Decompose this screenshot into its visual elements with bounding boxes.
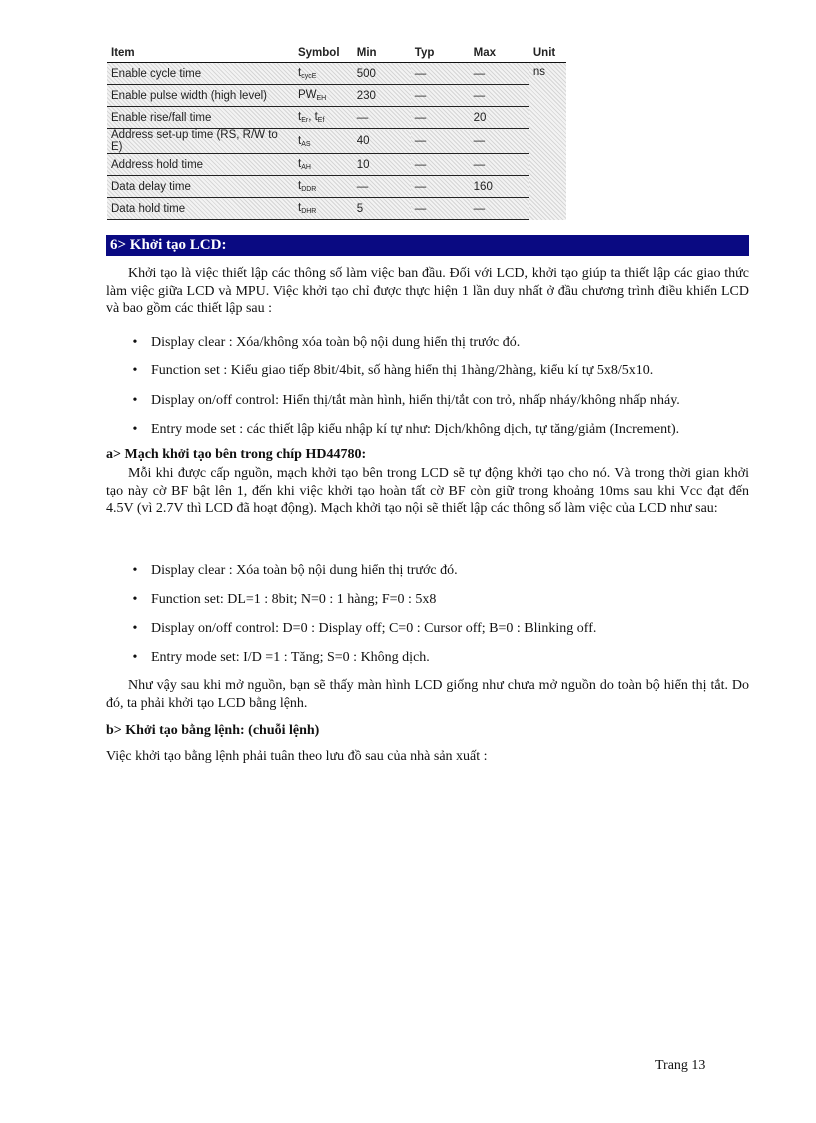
header-typ: Typ [411, 44, 470, 63]
table-row [107, 198, 566, 220]
cell-unit: ns [529, 63, 566, 220]
cell-symbol: tAH [294, 154, 353, 176]
cell-min: — [353, 176, 411, 198]
cell-symbol: tEr, tEf [294, 107, 353, 129]
cell-symbol: tDDR [294, 176, 353, 198]
cell-item: Address hold time [107, 154, 294, 176]
table-row [107, 129, 566, 154]
cell-item: Data delay time [107, 176, 294, 198]
cell-symbol: tAS [294, 129, 353, 154]
cell-min: 230 [353, 85, 411, 107]
cell-item: Enable rise/fall time [107, 107, 294, 129]
bullet-icon: • [132, 650, 138, 665]
subsection-a-paragraph: Mỗi khi được cấp nguồn, mạch khởi tạo bên trong LCD sẽ tự động khởi tạo cho nó. Và trong thời gian khởi tạo này cờ BF bật lên 1, đến khi việc khởi tạo hoàn tất cờ BF còn giữ trong khoảng 10ms sau khi Vcc đạt đến 4.5V (vì 2.7V thì LCD đã hoạt động). Mạch khởi tạo nội sẽ thiết lập các thông số làm việc của LCD như sau: [106, 466, 749, 516]
cell-item: Enable pulse width (high level) [107, 85, 294, 107]
cell-min: — [353, 107, 411, 129]
header-symbol: Symbol [294, 44, 353, 63]
subsection-b-heading: b> Khởi tạo bằng lệnh: (chuỗi lệnh) [106, 723, 320, 738]
cell-max: — [470, 154, 529, 176]
table-row [107, 154, 566, 176]
cell-item: Data hold time [107, 198, 294, 220]
cell-item: Address set-up time (RS, $R/\overline{W}$ to E) [107, 129, 294, 154]
cell-min: 40 [353, 129, 411, 154]
header-min: Min [353, 44, 411, 63]
cell-max: — [470, 63, 529, 85]
bullet-icon: • [132, 592, 138, 607]
cell-symbol: tDHR [294, 198, 353, 220]
cell-typ: — [411, 154, 470, 176]
table-row [107, 176, 566, 198]
bullet-icon: • [132, 563, 138, 578]
subsection-b-paragraph: Việc khởi tạo bằng lệnh phải tuân theo lưu đồ sau của nhà sản xuất : [106, 749, 488, 764]
cell-typ: — [411, 107, 470, 129]
cell-max: 160 [470, 176, 529, 198]
header-item: Item [107, 44, 294, 63]
table-row [107, 85, 566, 107]
header-max: Max [470, 44, 529, 63]
cell-typ: — [411, 176, 470, 198]
cell-max: — [470, 129, 529, 154]
subsection-a-after: Như vậy sau khi mở nguồn, bạn sẽ thấy màn hình LCD giống như chưa mở nguồn do toàn bộ hiển thị tắt. Do đó, ta phải khởi tạo LCD bằng lệnh. [106, 678, 749, 711]
intro-paragraph: Khởi tạo là việc thiết lập các thông số làm việc ban đầu. Đối với LCD, khởi tạo giúp ta thiết lập các giao thức làm việc giữa LCD và MPU. Việc khởi tạo chỉ được thực hiện 1 lần duy nhất ở đầu chương trình điều khiển LCD và bao gồm các thiết lập sau : [106, 266, 749, 316]
cell-symbol: tcycE [294, 63, 353, 85]
cell-min: 10 [353, 154, 411, 176]
page-number: Trang 13 [655, 1058, 706, 1073]
bullet-icon: • [132, 393, 138, 408]
cell-typ: — [411, 198, 470, 220]
bullet-icon: • [132, 363, 138, 378]
table-header-row [107, 44, 566, 63]
cell-item: Enable cycle time [107, 63, 294, 85]
cell-min: 500 [353, 63, 411, 85]
section-heading: 6> Khởi tạo LCD: [106, 235, 749, 256]
timing-table [107, 44, 566, 220]
cell-typ: — [411, 63, 470, 85]
bullet-icon: • [132, 621, 138, 636]
cell-max: — [470, 198, 529, 220]
bullet-icon: • [132, 422, 138, 437]
cell-typ: — [411, 129, 470, 154]
document-page: Item Symbol Min Typ Max Unit Enable cycle time tcycE 500 — — ns Enable pulse width (high level) PWEH 230 — — Enable rise/fall time tEr, tEf — — 20 Address set-up time (RS, $R/\overline{W}$ to E) tAS 40 — — Address hold time tAH 10 — — Data delay time tDDR — — 160 Data hold time tDHR 5 — — 6> Khởi tạo LCD: Khởi tạo là việc thiết lập các thông số làm việc ban đầu. Đối với LCD, khởi tạo giúp ta thiết lập các giao thức làm việc giữa LCD và MPU. Việc khởi tạo chỉ được thực hiện 1 lần duy nhất ở đầu chương trình điều khiển LCD và bao gồm các thiết lập sau : • Display clear : Xóa/không xóa toàn bộ nội dung hiển thị trước đó. • Function set : Kiểu giao tiếp 8bit/4bit, số hàng hiển thị 1hàng/2hàng, kiểu kí tự 5x8/5x10. • Display on/off control: Hiển thị/tắt màn hình, hiển thị/tắt con trỏ, nhấp nháy/không nhấp nháy. • Entry mode set : các thiết lập kiểu nhập kí tự như: Dịch/không dịch, tự tăng/giảm (Increment). a> Mạch khởi tạo bên trong chíp HD44780: Mỗi khi được cấp nguồn, mạch khởi tạo bên trong LCD sẽ tự động khởi tạo cho nó. Và trong thời gian khởi tạo này cờ BF bật lên 1, đến khi việc khởi tạo hoàn tất cờ BF còn giữ trong khoảng 10ms sau khi Vcc đạt đến 4.5V (vì 2.7V thì LCD đã hoạt động). Mạch khởi tạo nội sẽ thiết lập các thông số làm việc của LCD như sau: • Display clear : Xóa toàn bộ nội dung hiển thị trước đó. • Function set: DL=1 : 8bit; N=0 : 1 hàng; F=0 : 5x8 • Display on/off control: D=0 : Display off; C=0 : Cursor off; B=0 : Blinking off. • Entry mode set: I/D =1 : Tăng; S=0 : Không dịch. Như vậy sau khi mở nguồn, bạn sẽ thấy màn hình LCD giống như chưa mở nguồn do toàn bộ hiển thị tắt. Do đó, ta phải khởi tạo LCD bằng lệnh. b> Khởi tạo bằng lệnh: (chuỗi lệnh) Việc khởi tạo bằng lệnh phải tuân theo lưu đồ sau của nhà sản xuất : Trang 13 [0, 0, 816, 1123]
bullet-icon: • [132, 335, 138, 350]
cell-symbol: PWEH [294, 85, 353, 107]
cell-typ: — [411, 85, 470, 107]
table-row [107, 63, 566, 85]
cell-max: 20 [470, 107, 529, 129]
cell-min: 5 [353, 198, 411, 220]
table-row [107, 107, 566, 129]
subsection-a-heading: a> Mạch khởi tạo bên trong chíp HD44780: [106, 447, 367, 462]
header-unit: Unit [529, 44, 566, 63]
cell-max: — [470, 85, 529, 107]
